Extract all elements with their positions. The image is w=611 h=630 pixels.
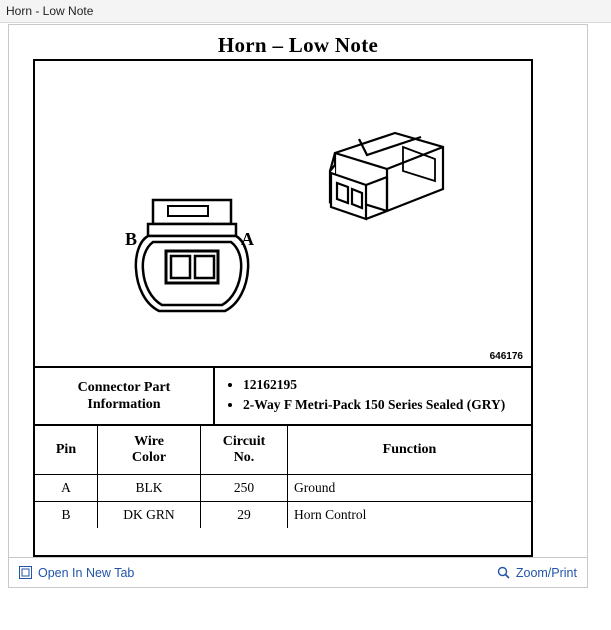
list-item: • 12162195 [243, 376, 527, 394]
illustration-id: 646176 [489, 351, 523, 362]
open-in-new-tab-button[interactable] [19, 566, 134, 580]
column-header-wire-line2: Color [131, 450, 167, 466]
open-in-new-tab-label: Open In New Tab [38, 565, 135, 580]
list-item: • 2-Way F Metri-Pack 150 Series Sealed (GRY) [243, 396, 527, 414]
page-title: Horn – Low Note [217, 33, 379, 57]
connector-part-information-row [35, 368, 531, 426]
document-viewer [8, 24, 588, 588]
column-header-wire-color [98, 426, 201, 475]
terminal-label-b: B [125, 229, 138, 249]
zoom-print-label: Zoom/Print [515, 565, 577, 580]
connector-info-bullet-list [225, 376, 527, 414]
pin-table [35, 426, 531, 528]
connector-drawing-svg [35, 61, 531, 364]
cell-function: Ground [288, 475, 532, 502]
cell-pin: A [35, 475, 98, 502]
column-header-wire-line1: Wire [134, 434, 164, 450]
table-row [35, 502, 531, 529]
cell-pin: B [35, 502, 98, 529]
connector-info-heading-line2: Information [87, 397, 161, 413]
window-titlebar [0, 0, 611, 23]
terminal-label-a: A [241, 229, 254, 249]
column-header-function: Function [288, 426, 532, 475]
viewer-footer [9, 557, 587, 587]
cell-function: Horn Control [294, 507, 367, 523]
connector-part-information-heading [35, 368, 215, 424]
cell-circuit-no: 29 [201, 502, 288, 529]
connector-illustration [35, 61, 531, 368]
cell-circuit-no: 250 [201, 475, 288, 502]
table-header-row [35, 426, 531, 475]
zoom-print-button[interactable] [497, 566, 577, 580]
column-header-circuit-line2: No. [233, 450, 255, 466]
connector-part-information-values [215, 368, 531, 424]
column-header-circuit-no [201, 426, 288, 475]
diagram-sheet [33, 59, 533, 557]
column-header-pin: Pin [35, 426, 98, 475]
new-tab-icon [19, 566, 32, 579]
column-header-circuit-line1: Circuit [222, 434, 266, 450]
table-row [35, 475, 531, 502]
connector-info-heading-line1: Connector Part [77, 379, 171, 395]
cell-wire-color: DK GRN [98, 502, 201, 529]
window-title: Horn - Low Note [6, 4, 94, 18]
magnifier-icon [497, 566, 510, 579]
cell-wire-color: BLK [98, 475, 201, 502]
